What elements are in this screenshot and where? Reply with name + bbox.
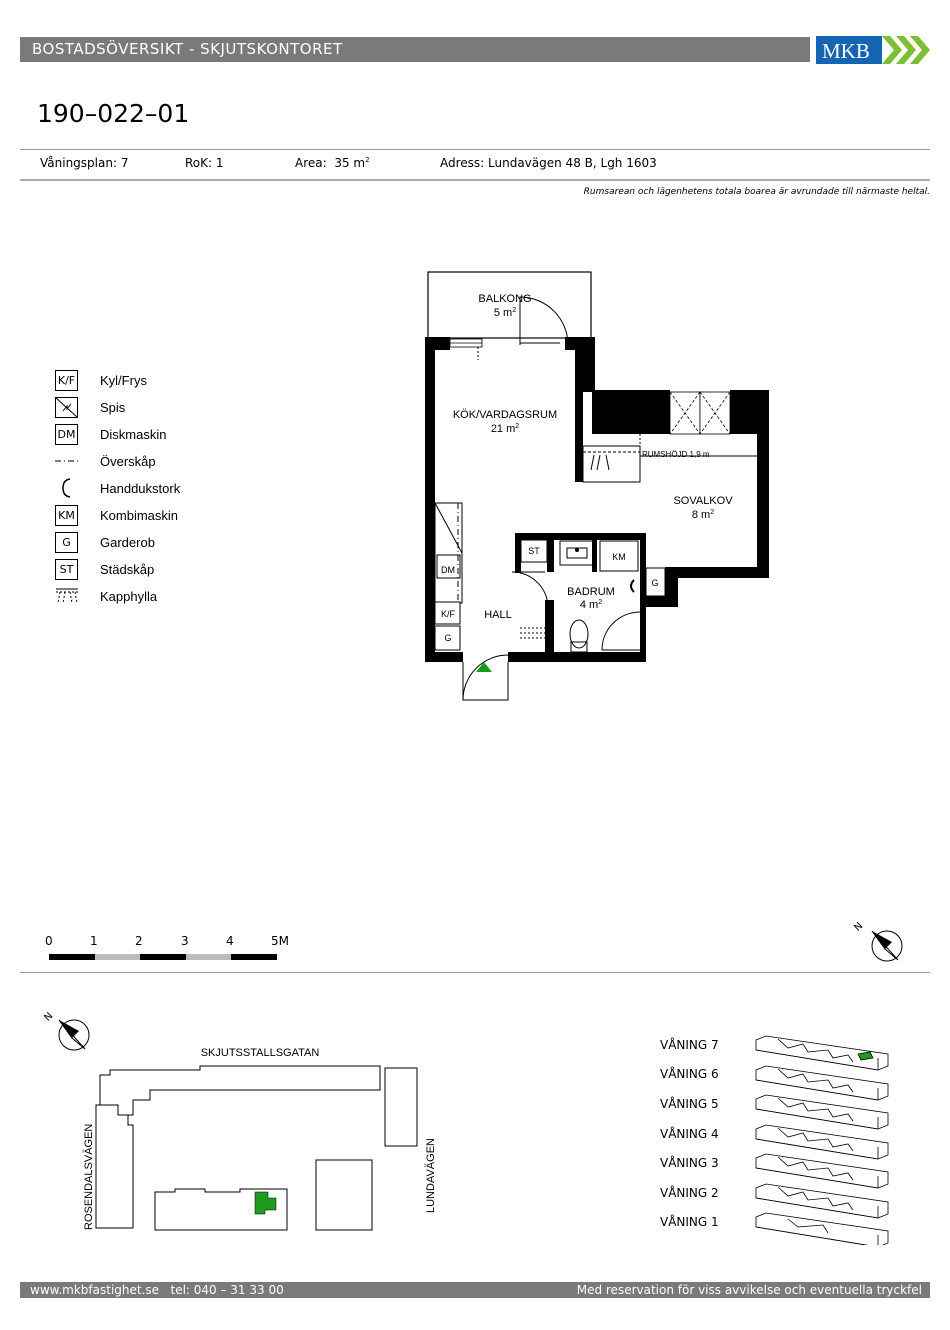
floor-slab-3	[756, 1154, 888, 1188]
footer-contact: www.mkbfastighet.se tel: 040 – 31 33 00	[30, 1283, 284, 1297]
kok-name: KÖK/VARDAGSRUM	[452, 409, 558, 421]
street-north: SKJUTSSTALLSGATAN	[200, 1047, 320, 1059]
compass-icon	[852, 918, 908, 966]
fridge-icon: K/F	[55, 370, 78, 391]
street-west: ROSENDALSVÄGEN	[83, 1123, 95, 1230]
cleaning-closet-icon: ST	[55, 559, 78, 580]
bedroom-window	[670, 392, 730, 434]
st-label: ST	[528, 546, 540, 556]
floor-slab-7	[756, 1036, 888, 1070]
floor-label-3: VÅNING 3	[660, 1156, 719, 1170]
footer-disclaimer: Med reservation för viss avvikelse och eventuella tryckfel	[576, 1283, 922, 1297]
legend-label: Diskmaskin	[100, 427, 167, 442]
legend-label: Överskåp	[100, 454, 156, 469]
scale-tick: 1	[90, 934, 98, 948]
stove-icon	[55, 397, 78, 418]
balkong-area: 5 $m^2$	[493, 307, 517, 319]
sovalkov-name: SOVALKOV	[673, 495, 733, 507]
svg-text:N: N	[42, 1010, 56, 1024]
floor-slab-4	[756, 1125, 888, 1159]
balkong-name: BALKONG	[478, 293, 532, 305]
floor-label-5: VÅNING 5	[660, 1097, 719, 1111]
area-value: 35 m	[334, 156, 366, 170]
info-divider-top	[20, 149, 930, 150]
badrum-area: 4 $m^2$	[579, 599, 603, 611]
floor-label-1: VÅNING 1	[660, 1215, 719, 1229]
floor-label-2: VÅNING 2	[660, 1186, 719, 1200]
scale-tick: 4	[226, 934, 234, 948]
floor-slab-6	[756, 1066, 888, 1100]
floor-plan	[420, 265, 780, 710]
coat-rack-icon	[55, 586, 79, 604]
km-label: KM	[612, 552, 626, 562]
floor-slab-2	[756, 1184, 888, 1218]
kok-area: 21 $m^2$	[490, 423, 520, 435]
legend-label: Städskåp	[100, 562, 155, 577]
rumshojd-label: RUMSHÖJD 1,9 m	[642, 450, 710, 459]
floor-slab-1	[756, 1213, 888, 1245]
legend-label: Handdukstork	[100, 481, 181, 496]
highlighted-building	[255, 1192, 276, 1214]
svg-text:N: N	[852, 920, 866, 934]
g-label-hall: G	[444, 633, 452, 643]
wardrobe-icon: G	[55, 532, 78, 553]
scale-tick: 5M	[271, 934, 289, 948]
combi-machine-icon: KM	[55, 505, 78, 526]
area-info	[295, 156, 370, 170]
legend-label: Garderob	[100, 535, 155, 550]
area-label: Area:	[295, 156, 327, 170]
entrance-arrow	[476, 662, 492, 672]
area-sup: 2	[365, 156, 370, 164]
section-divider	[20, 972, 930, 973]
floor-label-6: VÅNING 6	[660, 1067, 719, 1081]
info-divider-bottom	[20, 179, 930, 181]
scale-tick: 3	[181, 934, 189, 948]
dishwasher-icon: DM	[55, 424, 78, 445]
compass-icon	[42, 1011, 89, 1050]
header-title: BOSTADSÖVERSIKT - SKJUTSKONTORET	[32, 40, 343, 58]
towel-dryer-icon	[60, 478, 72, 498]
scale-bar	[49, 954, 277, 960]
floor-slab-5	[756, 1095, 888, 1129]
badrum-name: BADRUM	[567, 586, 615, 598]
scale-tick: 0	[45, 934, 53, 948]
apartment-id: 190–022–01	[37, 99, 190, 128]
legend-label: Spis	[100, 400, 126, 415]
scale-tick: 2	[135, 934, 143, 948]
floor-label-4: VÅNING 4	[660, 1127, 719, 1141]
g-label-bedroom: G	[651, 578, 659, 588]
floor-info: Våningsplan: 7	[40, 156, 129, 170]
upper-cabinet-icon	[55, 456, 79, 466]
site-plan	[40, 1005, 440, 1245]
sovalkov-area: 8 $m^2$	[691, 509, 715, 521]
hall-name: HALL	[484, 609, 512, 621]
floor-stack	[748, 1030, 898, 1245]
rounding-note: Rumsarean och lägenhetens totala boarea är avrundade till närmaste heltal.	[583, 187, 930, 197]
mkb-logo	[816, 36, 930, 64]
street-east: LUNDAVÄGEN	[425, 1138, 437, 1213]
legend-label: Kyl/Frys	[100, 373, 147, 388]
logo-text: MKB	[822, 39, 870, 63]
kf-label: K/F	[440, 609, 456, 619]
legend-label: Kapphylla	[100, 589, 158, 604]
rok-info: RoK: 1	[185, 156, 224, 170]
balcony-outline	[428, 272, 591, 338]
legend-label: Kombimaskin	[100, 508, 179, 523]
floor-label-7: VÅNING 7	[660, 1038, 719, 1052]
dm-label: DM	[441, 565, 455, 575]
address-info: Adress: Lundavägen 48 B, Lgh 1603	[440, 156, 657, 170]
